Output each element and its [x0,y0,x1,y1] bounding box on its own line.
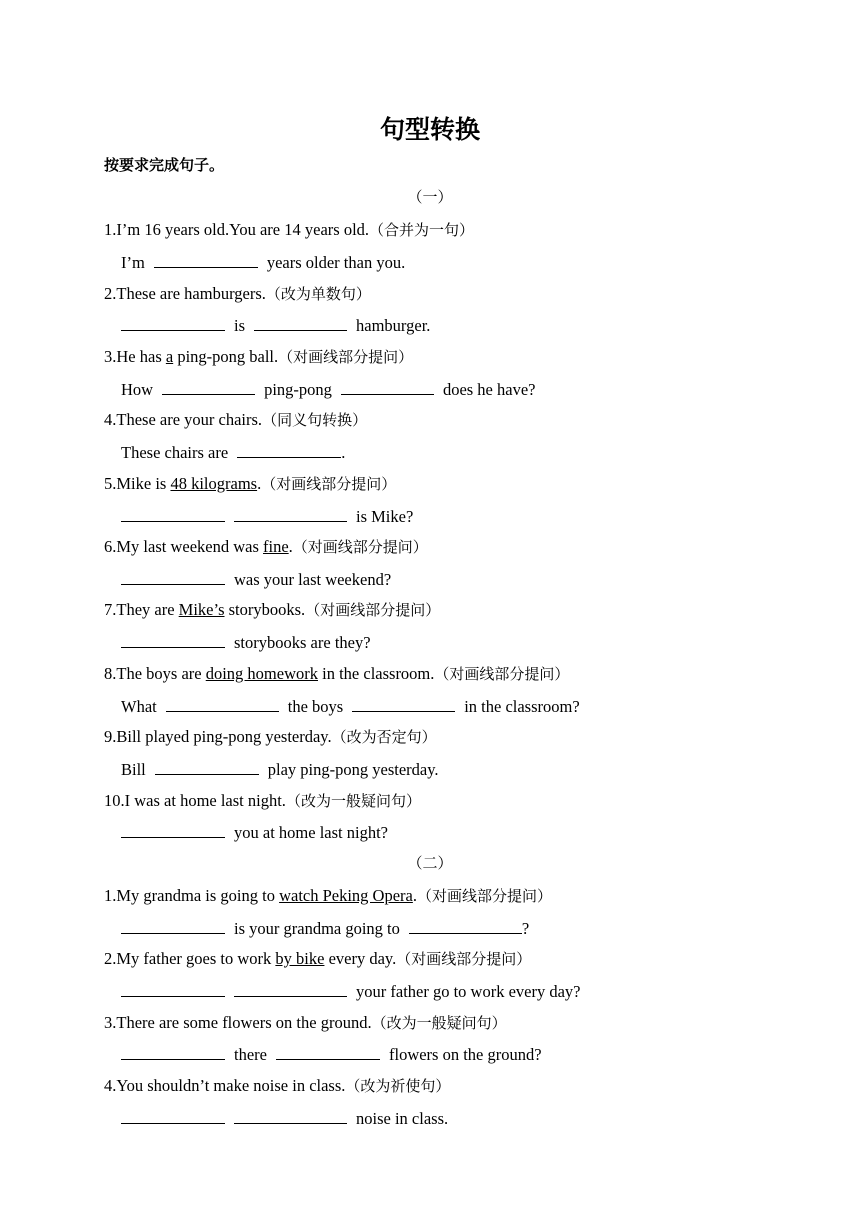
answer-1-5: is Mike? [121,505,413,528]
question-1-8: 8.The boys are doing homework in the classroom.（对画线部分提问） [104,664,570,683]
question-2-2: 2.My father goes to work by bike every day.（对画线部分提问） [104,949,532,968]
answer-blank[interactable] [121,1107,225,1124]
answer-blank[interactable] [121,568,225,585]
question-1-1: 1.I’m 16 years old.You are 14 years old.（合并为一句） [104,220,475,239]
underlined-part: doing homework [205,664,318,683]
answer-blank[interactable] [121,821,225,838]
answer-blank[interactable] [409,917,522,934]
question-1-2: 2.These are hamburgers.（改为单数句） [104,284,371,303]
answer-1-7: storybooks are they? [121,631,371,654]
underlined-part: fine [263,537,289,556]
answer-2-1: is your grandma going to ? [121,917,529,940]
section-mark-2: （二） [407,854,453,872]
answer-blank[interactable] [121,314,225,331]
question-1-10: 10.I was at home last night.（改为一般疑问句） [104,791,421,810]
underlined-part: watch Peking Opera [279,886,413,905]
question-1-4: 4.These are your chairs.（同义句转换） [104,410,368,429]
answer-1-10: you at home last night? [121,821,388,844]
underlined-part: by bike [275,949,325,968]
answer-1-2: is hamburger. [121,314,430,337]
answer-blank[interactable] [121,505,225,522]
question-2-1: 1.My grandma is going to watch Peking Opera.（对画线部分提问） [104,886,553,905]
question-1-5: 5.Mike is 48 kilograms.（对画线部分提问） [104,474,397,493]
answer-1-6: was your last weekend? [121,568,391,591]
answer-blank[interactable] [234,1107,347,1124]
answer-blank[interactable] [121,917,225,934]
question-2-3: 3.There are some flowers on the ground.（改为一般疑问句） [104,1013,507,1032]
answer-blank[interactable] [121,980,225,997]
question-1-9: 9.Bill played ping-pong yesterday.（改为否定句） [104,727,437,746]
question-1-7: 7.They are Mike’s storybooks.（对画线部分提问） [104,600,441,619]
answer-1-9: Bill play ping-pong yesterday. [121,760,439,779]
answer-blank[interactable] [234,505,347,522]
section-mark-1: （一） [407,188,453,206]
answer-blank[interactable] [154,251,258,268]
page-title: 句型转换 [379,115,480,144]
underlined-part: 48 kilograms [170,474,258,493]
answer-blank[interactable] [352,695,455,712]
answer-1-8: What the boys in the classroom? [121,697,580,716]
answer-1-4: These chairs are . [121,443,346,462]
instruction: 按要求完成句子。 [104,156,225,174]
answer-blank[interactable] [121,1043,225,1060]
answer-blank[interactable] [121,631,225,648]
answer-blank[interactable] [237,441,341,458]
underlined-part: Mike’s [178,600,225,619]
answer-blank[interactable] [162,378,255,395]
question-2-4: 4.You shouldn’t make noise in class.（改为祈使句） [104,1076,451,1095]
answer-2-3: there flowers on the ground? [121,1043,542,1066]
answer-blank[interactable] [341,378,434,395]
question-1-6: 6.My last weekend was fine.（对画线部分提问） [104,537,428,556]
underlined-part: a [165,347,174,366]
answer-1-3: How ping-pong does he have? [121,380,536,399]
answer-blank[interactable] [155,758,259,775]
answer-blank[interactable] [166,695,279,712]
answer-1-1: I’m years older than you. [121,253,406,272]
question-1-3: 3.He has a ping-pong ball.（对画线部分提问） [104,347,414,366]
answer-blank[interactable] [276,1043,380,1060]
answer-2-2: your father go to work every day? [121,980,581,1003]
answer-blank[interactable] [254,314,347,331]
answer-blank[interactable] [234,980,347,997]
answer-2-4: noise in class. [121,1107,448,1130]
